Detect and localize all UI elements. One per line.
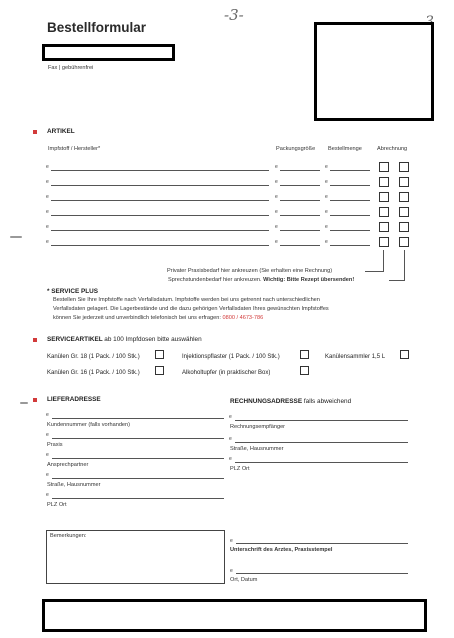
service-plus-line-3: können Sie jederzeit und unverbindlich telefonisch bei uns erfragen: 0800 / 4673-786 (53, 315, 264, 321)
note-sprechstunde-bold: Wichtig: Bitte Rezept übersenden! (263, 277, 355, 283)
rechnung-field-line[interactable] (235, 420, 408, 421)
service-plus-line-1: Bestellen Sie Ihre Impfstoffe nach Verfallsdatum. Impfstoffe werden bei uns getrennt nach unterschiedlichen (53, 297, 320, 303)
note-privat: Privater Praxisbedarf hier ankreuzen (Sie erhalten eine Rechnung) (167, 268, 333, 274)
impfstoff-line[interactable] (51, 215, 269, 216)
checkbox-privat[interactable] (379, 222, 389, 232)
checkbox-alkoholtupfer[interactable] (300, 366, 309, 375)
liefer-field-line[interactable] (52, 498, 224, 499)
row-marker: e (46, 179, 49, 185)
field-marker: e (229, 456, 232, 462)
checkbox-sprechstunde[interactable] (399, 222, 409, 232)
row-marker: e (275, 164, 278, 170)
row-marker: e (275, 224, 278, 230)
connector-privat-h (365, 271, 384, 272)
redacted-footer (42, 599, 427, 632)
rechnungsadresse-note: falls abweichend (303, 398, 352, 405)
rechnung-field-line[interactable] (235, 462, 408, 463)
scan-mark (10, 236, 22, 238)
bestellmenge-line[interactable] (330, 170, 370, 171)
connector-sprech-h (389, 280, 405, 281)
service-plus-heading: * SERVICE PLUS (47, 288, 99, 295)
field-marker: e (46, 432, 49, 438)
impfstoff-line[interactable] (51, 245, 269, 246)
item-alkoholtupfer: Alkoholtupfer (in praktischer Box) (182, 370, 271, 376)
col-bestellmenge: Bestellmenge (328, 146, 362, 152)
redacted-fax-number (42, 44, 175, 61)
field-marker: e (229, 414, 232, 420)
row-marker: e (46, 239, 49, 245)
field-marker: e (230, 538, 233, 544)
field-marker: e (46, 452, 49, 458)
field-marker: e (46, 492, 49, 498)
form-title: Bestellformular (47, 20, 147, 35)
row-marker: e (325, 164, 328, 170)
date-label: Ort, Datum (230, 577, 258, 583)
col-abrechnung: Abrechnung (377, 146, 408, 152)
note-sprechstunde: Sprechstundenbedarf hier ankreuzen. Wichtig: Bitte Rezept übersenden! (168, 277, 355, 283)
bestellmenge-line[interactable] (330, 245, 370, 246)
field-marker: e (230, 568, 233, 574)
packungsgroesse-line[interactable] (280, 245, 320, 246)
bestellmenge-line[interactable] (330, 215, 370, 216)
signature-line[interactable] (236, 543, 408, 544)
liefer-field-line[interactable] (52, 438, 224, 439)
col-packungsgroesse: Packungsgröße (276, 146, 316, 152)
scan-mark (20, 402, 28, 404)
bestellmenge-line[interactable] (330, 200, 370, 201)
rechnung-field-label: Rechnungsempfänger (230, 424, 286, 430)
row-marker: e (275, 179, 278, 185)
connector-privat (383, 250, 384, 271)
checkbox-sprechstunde[interactable] (399, 192, 409, 202)
checkbox-privat[interactable] (379, 192, 389, 202)
packungsgroesse-line[interactable] (280, 215, 320, 216)
packungsgroesse-line[interactable] (280, 170, 320, 171)
rechnungsadresse-heading: RECHNUNGSADRESSE falls abweichend (230, 398, 352, 405)
bestellmenge-line[interactable] (330, 230, 370, 231)
liefer-field-label: Praxis (47, 442, 63, 448)
row-marker: e (275, 209, 278, 215)
artikel-heading: ARTIKEL (47, 128, 75, 135)
rechnung-field-label: PLZ Ort (230, 466, 250, 472)
fax-label: Fax | gebührenfrei (48, 65, 94, 71)
redacted-logo (314, 22, 434, 121)
impfstoff-line[interactable] (51, 185, 269, 186)
liefer-field-label: Straße, Hausnummer (47, 482, 101, 488)
serviceartikel-note: ab 100 Impfdosen bitte auswählen (104, 336, 202, 343)
checkbox-sprechstunde[interactable] (399, 177, 409, 187)
col-impfstoff: Impfstoff / Hersteller* (48, 146, 101, 152)
row-marker: e (325, 224, 328, 230)
row-marker: e (325, 239, 328, 245)
item-injektionspflaster: Injektionspflaster (1 Pack. / 100 Stk.) (182, 354, 280, 360)
packungsgroesse-line[interactable] (280, 185, 320, 186)
item-kanuelen-16: Kanülen Gr. 16 (1 Pack. / 100 Stk.) (47, 370, 140, 376)
checkbox-kanuelensammler[interactable] (400, 350, 409, 359)
section-marker (33, 130, 37, 134)
field-marker: e (46, 472, 49, 478)
packungsgroesse-line[interactable] (280, 230, 320, 231)
row-marker: e (325, 209, 328, 215)
checkbox-kanuelen-18[interactable] (155, 350, 164, 359)
field-marker: e (229, 436, 232, 442)
service-phone[interactable]: 0800 / 4673-786 (222, 315, 264, 321)
checkbox-injektionspflaster[interactable] (300, 350, 309, 359)
row-marker: e (325, 179, 328, 185)
row-marker: e (46, 209, 49, 215)
item-kanuelensammler: Kanülensammler 1,5 L (325, 354, 386, 360)
liefer-field-label: PLZ Ort (47, 502, 67, 508)
row-marker: e (275, 194, 278, 200)
impfstoff-line[interactable] (51, 230, 269, 231)
page-number-handwritten: -3- (224, 6, 244, 24)
rechnung-field-line[interactable] (235, 442, 408, 443)
liefer-field-line[interactable] (52, 478, 224, 479)
connector-sprech (404, 250, 405, 280)
date-line[interactable] (236, 573, 408, 574)
row-marker: e (46, 194, 49, 200)
item-kanuelen-18: Kanülen Gr. 18 (1 Pack. / 100 Stk.) (47, 354, 140, 360)
row-marker: e (46, 164, 49, 170)
liefer-field-label: Kundennummer (falls vorhanden) (47, 422, 131, 428)
impfstoff-line[interactable] (51, 200, 269, 201)
service-plus-line-2: Verfallsdaten gelagert. Die Lagerbestände und die dazu gehörigen Verfallsdaten Ihres gewünschten Impfstoffes (53, 306, 329, 312)
signature-label: Unterschrift des Arztes, Praxisstempel (230, 547, 333, 553)
checkbox-privat[interactable] (379, 207, 389, 217)
checkbox-sprechstunde[interactable] (399, 207, 409, 217)
liefer-field-line[interactable] (52, 418, 224, 419)
checkbox-sprechstunde[interactable] (399, 237, 409, 247)
field-marker: e (46, 412, 49, 418)
lieferadresse-heading: LIEFERADRESSE (47, 396, 101, 403)
checkbox-privat[interactable] (379, 162, 389, 172)
row-marker: e (46, 224, 49, 230)
row-marker: e (275, 239, 278, 245)
checkbox-privat[interactable] (379, 237, 389, 247)
liefer-field-line[interactable] (52, 458, 224, 459)
section-marker (33, 338, 37, 342)
checkbox-privat[interactable] (379, 177, 389, 187)
bestellmenge-line[interactable] (330, 185, 370, 186)
remarks-box[interactable] (46, 530, 225, 584)
row-marker: e (325, 194, 328, 200)
impfstoff-line[interactable] (51, 170, 269, 171)
liefer-field-label: Ansprechpartner (47, 462, 89, 468)
packungsgroesse-line[interactable] (280, 200, 320, 201)
checkbox-kanuelen-16[interactable] (155, 366, 164, 375)
checkbox-sprechstunde[interactable] (399, 162, 409, 172)
rechnung-field-label: Straße, Hausnummer (230, 446, 284, 452)
section-marker (33, 398, 37, 402)
remarks-label: Bemerkungen: (50, 533, 87, 539)
serviceartikel-heading: SERVICEARTIKEL ab 100 Impfdosen bitte auswählen (47, 336, 202, 343)
service-plus-text (53, 296, 423, 323)
